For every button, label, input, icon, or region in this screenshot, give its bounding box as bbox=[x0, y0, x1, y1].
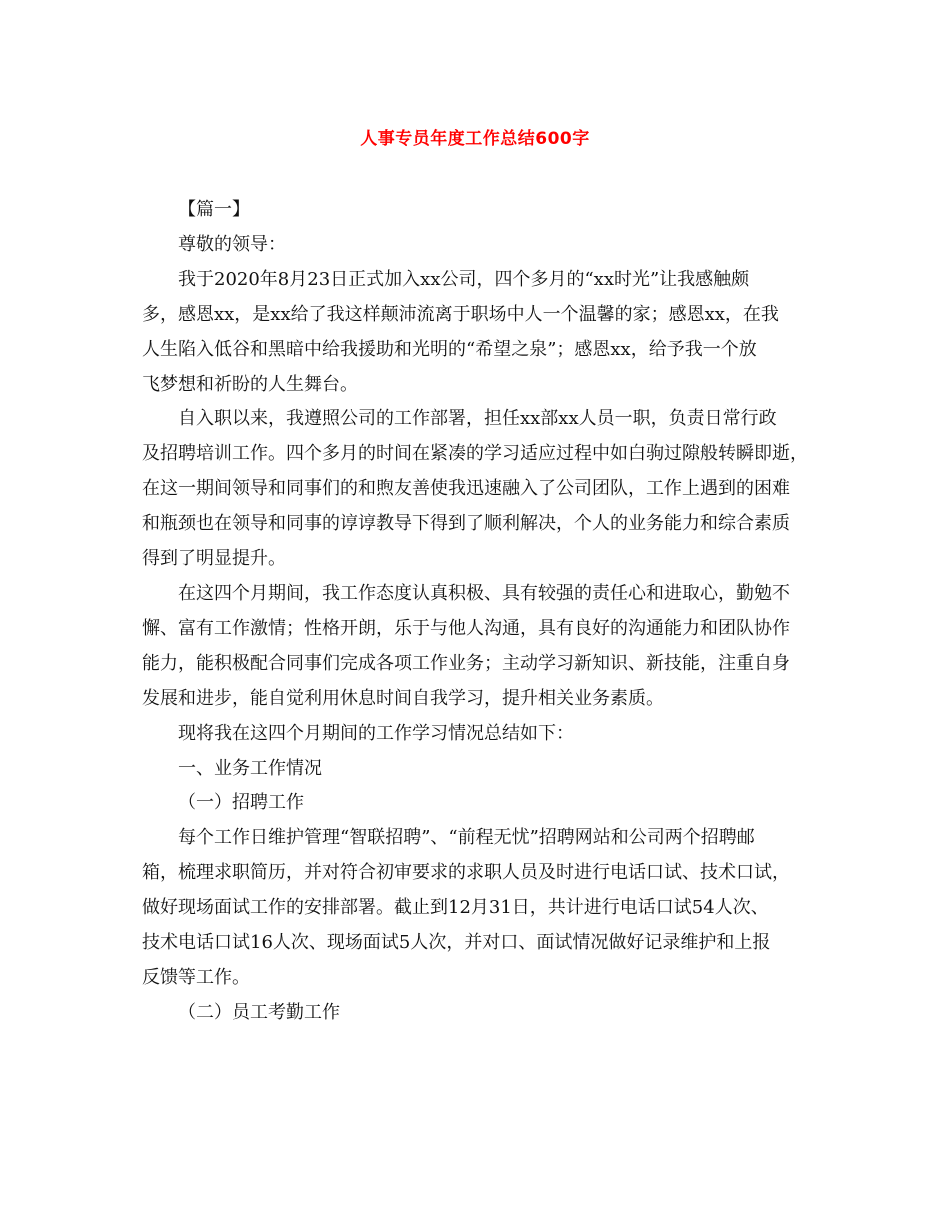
body-line: 【篇一】 bbox=[178, 199, 250, 220]
body-line: 飞梦想和祈盼的人生舞台。 bbox=[142, 373, 358, 395]
body-line: 发展和进步，能自觉利用休息时间自我学习，提升相关业务素质。 bbox=[142, 687, 664, 709]
body-line: 尊敬的领导： bbox=[178, 233, 286, 255]
body-line: 多，感恩xx，是xx给了我这样颠沛流离于职场中人一个温馨的家；感恩xx，在我 bbox=[142, 303, 779, 325]
document-body bbox=[142, 193, 817, 1031]
body-line: 我于2020年8月23日正式加入xx公司，四个多月的“xx时光”让我感触颇 bbox=[178, 268, 750, 290]
body-line: 技术电话口试16人次、现场面试5人次，并对口、面试情况做好记录维护和上报 bbox=[142, 932, 771, 954]
body-line: 人生陷入低谷和黑暗中给我援助和光明的“希望之泉”；感恩xx，给予我一个放 bbox=[142, 338, 757, 360]
body-line: 每个工作日维护管理“智联招聘”、“前程无忧”招聘网站和公司两个招聘邮 bbox=[178, 827, 755, 849]
body-line: 做好现场面试工作的安排部署。截止到12月31日，共计进行电话口试54人次、 bbox=[142, 897, 769, 919]
body-line: 在这四个月期间，我工作态度认真积极、具有较强的责任心和进取心，勤勉不 bbox=[178, 582, 790, 604]
body-line: 和瓶颈也在领导和同事的谆谆教导下得到了顺利解决，个人的业务能力和综合素质 bbox=[142, 513, 790, 535]
body-line: 在这一期间领导和同事们的和煦友善使我迅速融入了公司团队，工作上遇到的困难 bbox=[142, 478, 790, 500]
body-line: 及招聘培训工作。四个多月的时间在紧凑的学习适应过程中如白驹过隙般转瞬即逝， bbox=[142, 443, 808, 465]
body-line: 一、业务工作情况 bbox=[178, 757, 322, 779]
document-title: 人事专员年度工作总结600字 bbox=[360, 129, 590, 149]
body-line: 懈、富有工作激情；性格开朗，乐于与他人沟通，具有良好的沟通能力和团队协作 bbox=[142, 617, 790, 639]
body-line: （一）招聘工作 bbox=[178, 792, 304, 814]
body-line: 现将我在这四个月期间的工作学习情况总结如下： bbox=[178, 722, 574, 744]
body-line: 自入职以来，我遵照公司的工作部署，担任xx部xx人员一职，负责日常行政 bbox=[178, 408, 777, 430]
body-line: 得到了明显提升。 bbox=[142, 548, 286, 570]
body-line: 能力，能积极配合同事们完成各项工作业务；主动学习新知识、新技能，注重自身 bbox=[142, 652, 790, 674]
body-line: 反馈等工作。 bbox=[142, 966, 250, 988]
body-line: （二）员工考勤工作 bbox=[178, 1001, 340, 1023]
body-line: 箱，梳理求职简历，并对符合初审要求的求职人员及时进行电话口试、技术口试， bbox=[142, 862, 790, 884]
